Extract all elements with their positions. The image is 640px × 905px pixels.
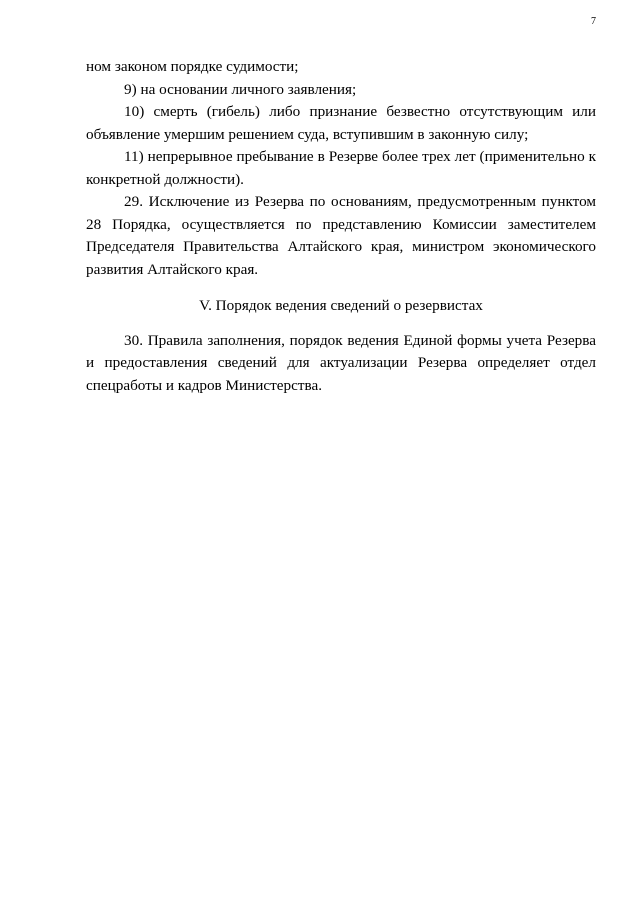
document-body (86, 56, 596, 397)
page-number: 7 (591, 16, 596, 27)
section-heading: V. Порядок ведения сведений о резервистах (199, 297, 483, 314)
paragraph-continuation: ном законом порядке судимости; (86, 58, 299, 75)
paragraph-item-11: 11) непрерывное пребывание в Резерве более трех лет (применительно к конкретной должности). (86, 148, 596, 188)
paragraph-clause-30: 30. Правила заполнения, порядок ведения Единой формы учета Резерва и предоставления сведений для актуализации Резерва определяет отдел спецработы и кадров Министерства. (86, 331, 596, 394)
paragraph-item-10: 10) смерть (гибель) либо признание безвестно отсутствующим или объявление умершим решением суда, вступившим в законную силу; (86, 103, 596, 143)
paragraph-item-9: 9) на основании личного заявления; (124, 80, 357, 98)
paragraph-clause-29: 29. Исключение из Резерва по основаниям, предусмотренным пунктом 28 Порядка, осуществляется по представлению Комиссии заместителем Председателя Правительства Алтайского края, министром экономического развития Алтайского края. (86, 193, 596, 278)
